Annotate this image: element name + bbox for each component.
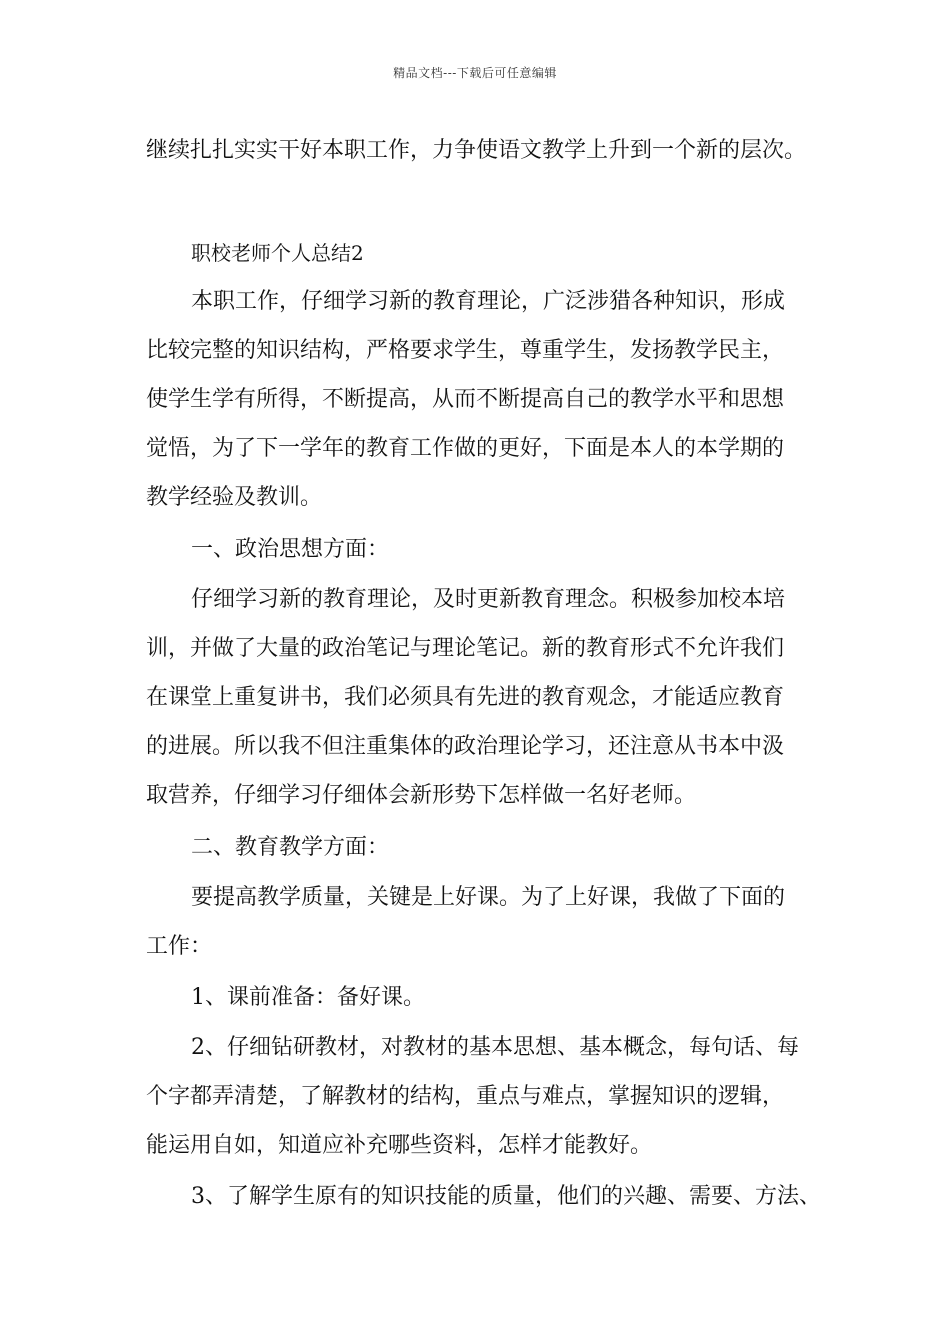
section-heading: 一、政治思想方面： — [191, 537, 390, 562]
text-line: 要提高教学质量，关键是上好课。为了上好课，我做了下面的 — [191, 885, 786, 910]
list-item: 3、了解学生原有的知识技能的质量，他们的兴趣、需要、方法、 — [191, 1184, 821, 1209]
text-line: 本职工作，仔细学习新的教育理论，广泛涉猎各种知识，形成 — [191, 289, 786, 314]
text-line: 工作： — [146, 934, 213, 959]
text-line: 继续扎扎实实干好本职工作，力争使语文教学上升到一个新的层次。 — [146, 138, 807, 163]
text-line: 能运用自如，知道应补充哪些资料，怎样才能教好。 — [146, 1133, 653, 1158]
section-heading: 二、教育教学方面： — [191, 835, 390, 860]
text-line: 教学经验及教训。 — [146, 485, 323, 510]
text-line: 训，并做了大量的政治笔记与理论笔记。新的教育形式不允许我们 — [146, 636, 785, 661]
text-line: 个字都弄清楚，了解教材的结构，重点与难点，掌握知识的逻辑， — [146, 1084, 785, 1109]
text-line: 仔细学习新的教育理论，及时更新教育理念。积极参加校本培 — [191, 587, 786, 612]
text-line: 取营养，仔细学习仔细体会新形势下怎样做一名好老师。 — [146, 783, 697, 808]
list-item: 1、课前准备：备好课。 — [191, 985, 425, 1010]
text-line: 在课堂上重复讲书，我们必须具有先进的教育观念，才能适应教育 — [146, 685, 785, 710]
list-item: 2、仔细钻研教材，对教材的基本思想、基本概念，每句话、每 — [191, 1035, 799, 1060]
page-header: 精品文档---下载后可任意编辑 — [393, 66, 557, 80]
text-line: 比较完整的知识结构，严格要求学生，尊重学生，发扬教学民主， — [146, 338, 785, 363]
section-title: 职校老师个人总结2 — [191, 241, 364, 265]
text-line: 的进展。所以我不但注重集体的政治理论学习，还注意从书本中汲 — [146, 734, 785, 759]
text-line: 觉悟，为了下一学年的教育工作做的更好，下面是本人的本学期的 — [146, 436, 785, 461]
text-line: 使学生学有所得，不断提高，从而不断提高自己的教学水平和思想 — [146, 387, 785, 412]
